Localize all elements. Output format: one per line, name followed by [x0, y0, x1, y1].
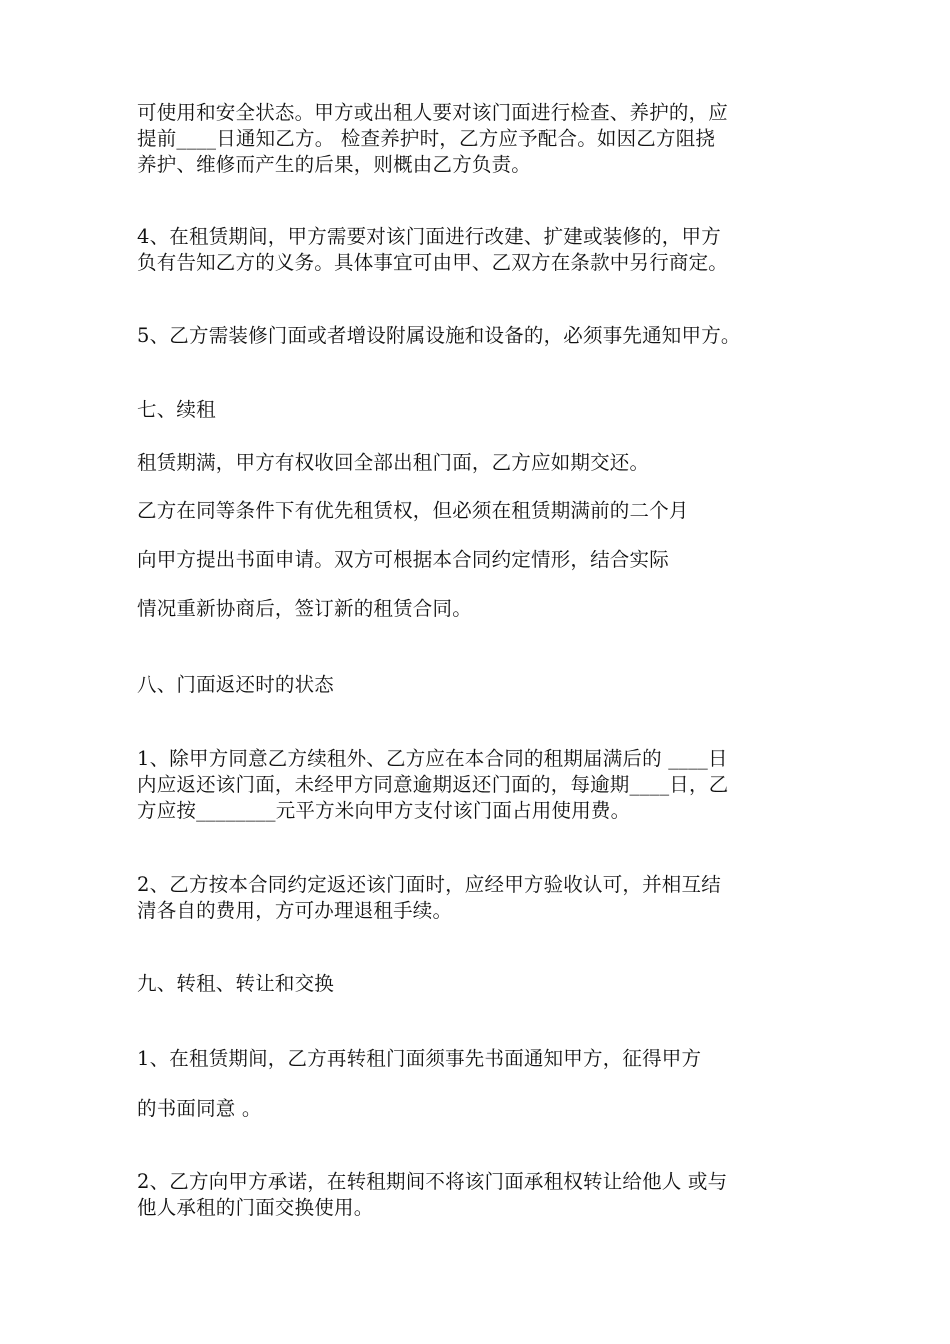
section-heading: 七、续租: [137, 398, 216, 421]
text-line: 可使用和安全状态。甲方或出租人要对该门面进行检查、养护的，应: [137, 101, 729, 124]
text-line: 清各自的费用，方可办理退租手续。: [137, 899, 453, 922]
section-heading: 八、门面返还时的状态: [137, 673, 335, 696]
text-line: 内应返还该门面，未经甲方同意逾期返还门面的，每逾期____日，乙: [137, 773, 729, 796]
text-line: 1、除甲方同意乙方续租外、乙方应在本合同的租期届满后的 ____日: [137, 747, 728, 770]
text-line: 方应按________元平方米向甲方支付该门面占用使用费。: [137, 799, 631, 822]
section-heading: 九、转租、转让和交换: [137, 972, 335, 995]
text-line: 养护、维修而产生的后果，则概由乙方负责。: [137, 153, 532, 176]
text-line: 向甲方提出书面申请。双方可根据本合同约定情形，结合实际: [137, 548, 669, 571]
text-line: 他人承租的门面交换使用。: [137, 1196, 374, 1219]
text-line: 2、乙方按本合同约定返还该门面时，应经甲方验收认可，并相互结: [137, 873, 721, 896]
text-line: 情况重新协商后，签订新的租赁合同。: [137, 597, 472, 620]
text-line: 1、在租赁期间，乙方再转租门面须事先书面通知甲方，征得甲方: [137, 1047, 702, 1070]
text-line: 5、乙方需装修门面或者增设附属设施和设备的，必须事先通知甲方。: [137, 324, 741, 347]
text-line: 2、乙方向甲方承诺，在转租期间不将该门面承租权转让给他人 或与: [137, 1170, 728, 1193]
text-line: 乙方在同等条件下有优先租赁权，但必须在租赁期满前的二个月: [137, 499, 689, 522]
text-line: 租赁期满，甲方有权收回全部出租门面，乙方应如期交还。: [137, 451, 650, 474]
text-line: 提前____日通知乙方。 检查养护时，乙方应予配合。如因乙方阻挠: [137, 127, 716, 150]
text-line: 的书面同意 。: [137, 1097, 262, 1120]
text-line: 4、在租赁期间，甲方需要对该门面进行改建、扩建或装修的，甲方: [137, 225, 721, 248]
text-line: 负有告知乙方的义务。具体事宜可由甲、乙双方在条款中另行商定。: [137, 251, 729, 274]
